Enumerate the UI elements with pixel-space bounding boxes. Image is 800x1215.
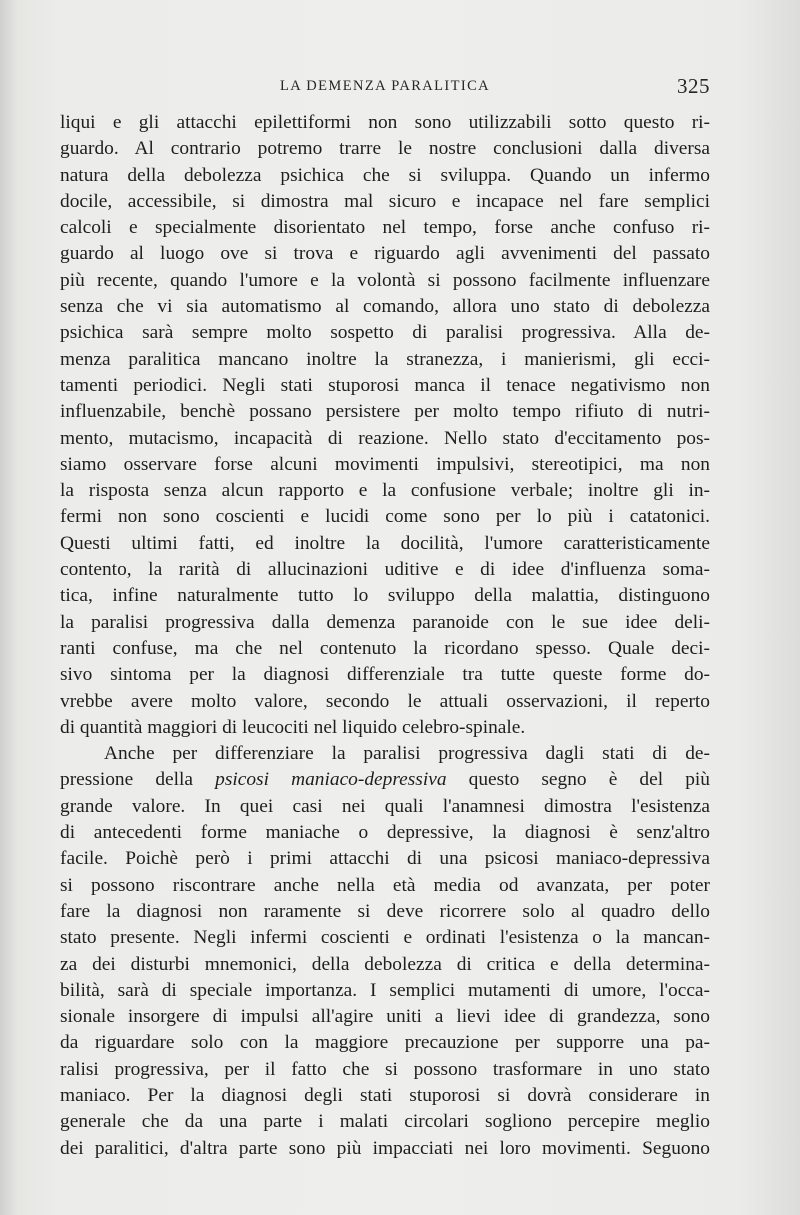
text-line: ranti confuse, ma che nel contenuto la ricordano spesso. Quale deci-	[60, 637, 710, 659]
text-line: Anche per differenziare la paralisi progressiva dagli stati di de-	[104, 743, 710, 765]
text-line: facile. Poichè però i primi attacchi di una psicosi maniaco-depressiva	[60, 848, 710, 870]
text-line: la paralisi progressiva dalla demenza paranoide con le sue idee deli-	[60, 611, 710, 633]
text-line: di antecedenti forme maniache o depressive, la diagnosi è senz'altro	[60, 822, 710, 844]
text-line: guardo al luogo ove si trova e riguardo agli avvenimenti del passato	[60, 243, 710, 265]
text-line: generale che da una parte i malati circolari sogliono percepire meglio	[60, 1111, 710, 1133]
page-number: 325	[677, 74, 710, 98]
text-line: vrebbe avere molto valore, secondo le attuali osservazioni, il reperto	[60, 690, 710, 712]
text-line: bilità, sarà di speciale importanza. I semplici mutamenti di umore, l'occa-	[60, 979, 710, 1001]
text-line: da riguardare solo con la maggiore precauzione per supporre una pa-	[60, 1032, 710, 1054]
paragraph-1	[60, 110, 710, 741]
text-line: fermi non sono coscienti e lucidi come sono per lo più i catatonici.	[60, 506, 710, 528]
text-line: fare la diagnosi non raramente si deve ricorrere solo al quadro dello	[60, 900, 710, 922]
text-line: siamo osservare forse alcuni movimenti impulsivi, stereotipici, ma non	[60, 453, 710, 475]
text-line: tica, infine naturalmente tutto lo sviluppo della malattia, distinguono	[60, 585, 710, 607]
text-line: stato presente. Negli infermi coscienti e ordinati l'esistenza o la mancan-	[60, 927, 710, 949]
body-text	[60, 110, 710, 1162]
italic-term: psicosi maniaco-depressiva	[215, 769, 447, 791]
text-line: psichica sarà sempre molto sospetto di paralisi progressiva. Alla de-	[60, 322, 710, 344]
text-line: liqui e gli attacchi epilettiformi non sono utilizzabili sotto questo ri-	[60, 112, 710, 133]
text-line: contento, la rarità di allucinazioni uditive e di idee d'influenza soma-	[60, 559, 710, 581]
text-line: Questi ultimi fatti, ed inoltre la docilità, l'umore caratteristicamente	[60, 532, 710, 554]
text-line: tamenti periodici. Negli stati stuporosi manca il tenace negativismo non	[60, 374, 710, 396]
text-line: di quantità maggiori di leucociti nel liquido celebro-spinale.	[60, 716, 526, 738]
running-title: LA DEMENZA PARALITICA	[279, 78, 491, 94]
text-line: docile, accessibile, si dimostra mal sicuro e incapace nel fare semplici	[60, 190, 710, 212]
page-header	[60, 74, 710, 102]
text-line: si possono riscontrare anche nella età media od avanzata, per poter	[60, 874, 710, 896]
text-line: sivo sintoma per la diagnosi differenziale tra tutte queste forme do-	[60, 664, 710, 686]
text-segment: questo segno è del più	[446, 769, 710, 791]
text-line: za dei disturbi mnemonici, della debolezza di critica e della determina-	[60, 953, 710, 975]
text-line: natura della debolezza psichica che si sviluppa. Quando un infermo	[60, 164, 710, 186]
text-line: ralisi progressiva, per il fatto che si possono trasformare in uno stato	[60, 1058, 710, 1080]
paragraph-2	[60, 741, 710, 1162]
text-segment: pressione della	[60, 769, 216, 791]
text-line: maniaco. Per la diagnosi degli stati stuporosi si dovrà considerare in	[60, 1084, 710, 1106]
text-line-with-italic	[60, 767, 710, 793]
text-line: calcoli e specialmente disorientato nel tempo, forse anche confuso ri-	[60, 217, 710, 239]
text-line: più recente, quando l'umore e la volontà si possono facilmente influenzare	[60, 269, 710, 291]
text-line: guardo. Al contrario potremo trarre le nostre conclusioni dalla diversa	[60, 138, 710, 160]
text-line: influenzabile, benchè possano persistere per molto tempo rifiuto di nutri-	[60, 401, 710, 423]
text-line: sionale insorgere di impulsi all'agire uniti a lievi idee di grandezza, sono	[60, 1006, 710, 1028]
text-line: grande valore. In quei casi nei quali l'anamnesi dimostra l'esistenza	[60, 795, 710, 817]
text-line: mento, mutacismo, incapacità di reazione. Nello stato d'eccitamento pos-	[60, 427, 710, 449]
text-line: menza paralitica mancano inoltre la stranezza, i manierismi, gli ecci-	[60, 348, 710, 370]
text-line: la risposta senza alcun rapporto e la confusione verbale; inoltre gli in-	[60, 480, 710, 502]
text-line: dei paralitici, d'altra parte sono più impacciati nei loro movimenti. Seguono	[60, 1137, 710, 1159]
text-line: senza che vi sia automatismo al comando, allora uno stato di debolezza	[60, 296, 710, 318]
